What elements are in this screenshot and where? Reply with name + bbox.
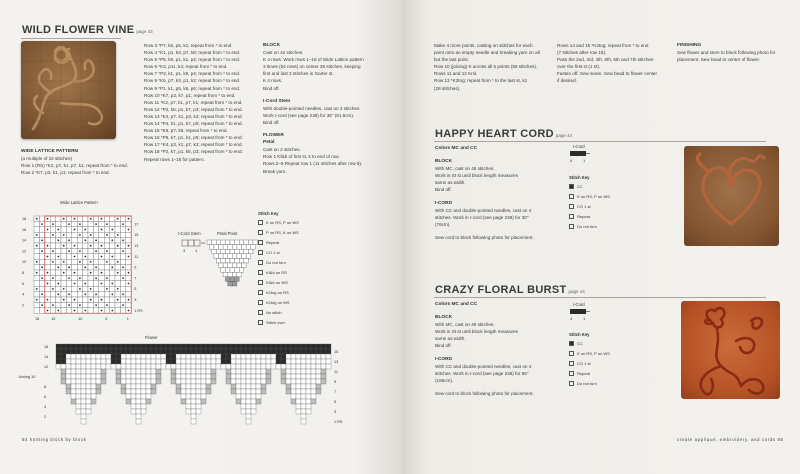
happy-key-title: Stitch Key [569,175,590,180]
flower-row-label: 5 [334,400,337,404]
chart-row-label: 18 [22,217,27,221]
instruction-line: point onto an empty needle and breaking yarn on all [434,50,540,56]
happy-key-item: CC [569,184,583,189]
svg-text:1: 1 [583,316,586,321]
lattice-key-item: Kf&b on WS [258,280,288,285]
flower-row-label: 15 [334,350,339,354]
key-swatch-icon [569,361,574,366]
key-swatch-icon [569,351,574,356]
lattice-key-item: K2tog on RS [258,290,289,295]
lattice-key-item: K2tog on WS [258,300,290,305]
icord-title: I-CORD [435,356,453,362]
block-title: BLOCK [435,159,453,165]
top-col-1 [434,42,540,92]
svg-text:1: 1 [583,158,586,163]
chart-row-label: 4 [22,292,25,297]
wide-lattice-line: (a multiple of 16 stitches) [21,156,73,162]
key-swatch-icon [569,184,574,189]
flower-row-label: 7 [334,390,337,394]
wide-lattice-chart [20,206,170,322]
crazy-text [435,301,534,397]
pattern-row-line: Row 13 *K4, p7, k1, p3, k3; repeat from * to end. [144,113,243,119]
chart-row-label: 17 [134,222,139,227]
flower-row-label: 11 [334,370,338,374]
floral-cord [681,301,780,399]
happy-key-item: Do not turn [569,224,597,229]
block-title: BLOCK [263,43,281,48]
heart-cord [684,146,779,246]
flower-row-label: 9 [334,380,337,384]
key-swatch-icon [569,381,574,386]
wide-lattice-line: Row 2 *K7, p3, k1, p1; repeat from * to end. [21,170,110,176]
flower-line: Row 1 Kf&b of first st, k to end of row. [263,154,340,160]
chart-row-label: 14 [22,238,27,243]
chart-row-label: 3 [134,298,137,302]
happy-heart-swatch [684,146,779,246]
chart-row-label: 11 [134,254,139,259]
crazy-icord-chart-label: I-Cord [573,302,585,307]
pattern-row-line: Row 4 *K1, p1, k3, p7, k8; repeat from * to end. [144,50,241,56]
key-swatch-icon [569,224,574,229]
chart-col-label: 1 [126,317,129,322]
colors-line: Colors MC and CC [435,302,478,307]
flower-row-label: Joining 10 [18,375,36,379]
chart-row-label: 10 [22,260,27,265]
svg-text:4: 4 [570,158,573,163]
chart-col-label: 18 [35,317,40,322]
happy-rule [434,141,766,142]
finishing-title: FINISHING [677,43,702,48]
pattern-row-line: Repeat rows 1–18 for pattern. [144,156,205,162]
instruction-line: (7 stitches after row 15). [557,50,607,56]
pattern-row-line: Row 3 *P7, k5, p5, k1; repeat from * to end. [144,43,233,48]
lattice-key-item: Stitch over [258,320,285,325]
lattice-key-item: Repeat [258,240,279,245]
instruction-line: Row 13 *K2tog; repeat from * to the last st, k1 [434,78,528,84]
flower-row-label: 8 [44,385,47,389]
chart-row-label: 1 RS [134,308,143,313]
key-swatch-icon [258,250,263,255]
block-line: Bind off. [435,187,452,193]
flower-row-label: 1 RS [334,420,343,424]
happy-text [435,145,534,241]
chart-row-label: 7 [134,276,137,281]
chart-col-label: 10 [78,317,83,322]
icord-stem-title: I-Cord Stem [263,98,291,104]
instruction-line: Row 10 (joining) K across all 5 points (55 stitches). [434,64,538,70]
instruction-line: over the first st (1 st). [557,64,601,70]
key-swatch-icon [258,230,263,235]
pattern-row-line: Row 17 *K4, p3, k1, p7, k3; repeat from * to end. [144,142,243,148]
happy-icord-chart [568,150,592,164]
crazy-key-title: Stitch Key [569,332,590,337]
key-swatch-icon [258,270,263,275]
rows-column [144,42,243,163]
key-swatch-icon [569,194,574,199]
chart-row-label: 12 [22,249,27,254]
icord-stem-chart-label: I-Cord Stem [178,231,201,236]
sew-line: Sew cord to block following photo for placement. [435,390,534,396]
flower-line: Rows 2–9 Repeat row 1 (11 stitches after row 9). [263,161,363,167]
crazy-key-item: Do not turn [569,381,597,386]
wide-lattice-title: WIDE LATTICE PATTERN [21,149,79,154]
pattern-row-line: Row 10 *K7, p3, k7, p1; repeat from * to end. [144,92,236,98]
icord-line: (165cm). [435,377,454,383]
key-swatch-icon [569,214,574,219]
crazy-key-item: CC [569,341,583,346]
left-page-footer: 84 knitting block by block [22,437,87,442]
block-line: Work in St st until block length measures [435,329,518,335]
block-line: same as width. [435,180,466,186]
chart-col-label: 15 [51,317,56,322]
flower-title: FLOWER [263,133,284,139]
crazy-key-item: Repeat [569,371,590,376]
chart-row-label: 8 [22,271,25,275]
right-page [402,0,800,474]
finishing-line: Sew flower and stem to block following photo for [677,50,776,56]
top-col-2 [557,42,657,85]
chart-row-label: 9 [134,265,137,270]
block-line: Cast on 42 stitches. [263,50,304,56]
flower-chart [16,340,366,430]
vine-embroidery [21,41,116,139]
instruction-line: (28 stitches). [434,85,461,91]
sew-line: Sew cord to block following photo for placement. [435,234,534,240]
block-line: first and last 3 stitches in Garter st. [263,71,334,77]
lattice-key-item: Do not turn [258,260,286,265]
block-line: 3 times (54 rows) on center 36 stitches, keeping [263,64,361,70]
icord-stem-line: With double-pointed needles, cast on 3 stitches. [263,105,361,111]
instruction-line: Rows 14 and 15 *K2tog; repeat from * to end [557,43,649,48]
chart-row-label: 13 [134,244,139,248]
key-swatch-icon [258,220,263,225]
crazy-rule [434,297,766,298]
key-swatch-icon [569,371,574,376]
happy-icord-chart-label: I-Cord [573,144,585,149]
flower-row-label: 6 [44,395,47,399]
instruction-line: Make 4 more points, casting on stitches for each [434,43,533,48]
lattice-key-item: No stitch [258,310,282,315]
flower-chart-title: Flower [145,335,158,340]
pattern-row-line: Row 8 *K5, p7, k3, p1, k2; repeat from * to end. [144,78,241,84]
petal-title: Petal [263,140,275,146]
instruction-line: if desired. [557,78,577,84]
lattice-key-item: K on RS, P on WS [258,220,299,225]
crazy-icord-chart [568,308,592,322]
wide-lattice-chart-title: Wide Lattice Pattern [60,200,98,205]
flower-line: Cast on 2 stitches. [263,147,301,153]
flower-row-label: 2 [44,415,47,419]
key-swatch-icon [258,300,263,305]
flower-row-label: 13 [334,360,339,364]
pattern-row-line: Row 9 *P1, k1, p5, k5, p6; repeat from * to end. [144,85,241,91]
petal-point-chart [205,238,257,298]
block-column [263,42,395,175]
chart-row-label: 16 [22,227,27,232]
key-swatch-icon [258,280,263,285]
lattice-key-item: CO 1 st [258,250,280,255]
pattern-row-line: Row 18 *P2, k7, p1, k5, p3; repeat from * to end. [144,149,243,155]
instruction-line: but the last point. [434,57,469,63]
chart-row-label: 2 [22,303,25,308]
block-line: Bind off. [435,343,452,349]
happy-key-item: CO 1 st [569,204,591,209]
colors-line: Colors MC and CC [435,146,478,151]
svg-text:4: 4 [570,316,573,321]
flower-row-label: 14 [44,355,49,359]
pattern-row-line: Row 5 *P5, k9, p1, k1, p2; repeat from * to end. [144,57,241,63]
crazy-key-item: CO 1 st [569,361,591,366]
icord-line: With CC and double-pointed needles, cast on 4 [435,363,532,369]
chart-row-label: 5 [134,287,137,292]
icord-line: With CC and double-pointed needles, cast on 4 [435,207,532,213]
wild-flower-vine-swatch [21,41,116,139]
flower-row-label: 12 [44,365,49,369]
stitch-key-title: Stitch Key [258,211,279,216]
flower-row-label: 16 [44,345,49,349]
svg-text:3: 3 [183,248,186,253]
flower-line: Break yarn. [263,168,287,174]
key-swatch-icon [569,204,574,209]
key-swatch-icon [258,260,263,265]
flower-row-label: 4 [44,405,47,409]
right-page-footer: create appliqué, embroidery, and cords 85 [677,437,784,442]
icord-stem-chart [180,238,204,258]
happy-key-item: K on RS, P on WS [569,194,610,199]
section-title-crazy-floral-burst: CRAZY FLORAL BURST page 44 [435,284,585,296]
pattern-row-line: Row 15 *K6, p7, k5; repeat from * to end. [144,128,228,134]
pattern-row-line: Row 6 *K3, p11, k4; repeat from * to end. [144,64,228,70]
icord-line: stitches. Work in I-cord (see page 238) for 30" [435,214,529,220]
petal-point-chart-label: Petal Point [217,231,238,236]
icord-line: (76cm). [435,221,451,227]
finishing-line: placement. Sew bead to center of flower. [677,57,760,63]
key-swatch-icon [569,341,574,346]
title-rule [21,38,121,39]
block-line: K 4 rows. [263,78,283,84]
instruction-line: Pass the 2nd, 3rd, 4th, 5th, 6th and 7th stitches [557,57,654,63]
chart-col-label: 5 [105,317,108,322]
pattern-row-line: Row 11 *K2, p7, k1, p7, k1; repeat from * to end. [144,99,243,105]
wide-lattice-block [21,148,128,176]
key-swatch-icon [258,320,263,325]
key-swatch-icon [258,310,263,315]
section-title-happy-heart-cord: HAPPY HEART CORD page 44 [435,128,573,140]
section-title-wild-flower-vine: WILD FLOWER VINE page 43 [22,24,153,36]
pattern-row-line: Row 12 *P2, k5, p1, k7, p3; repeat from * to end. [144,106,243,112]
block-line: K 4 rows. Work rows 1–18 of Wide Lattice pattern [263,57,364,63]
block-line: With MC, cast on 45 stitches. [435,166,495,172]
happy-key-item: Repeat [569,214,590,219]
instruction-line: Fasten off. Sew seam. Sew bead to flower center [557,71,658,77]
block-line: same as width. [435,336,466,342]
chart-row-label: 6 [22,281,25,286]
icord-line: stitches. Work in I-cord (see page 238) for 65" [435,370,529,376]
block-line: Bind off. [263,85,280,91]
svg-text:1: 1 [195,248,198,253]
block-title: BLOCK [435,315,453,321]
pattern-row-line: Row 14 *P4, k1, p1, k7, p5; repeat from * to end. [144,121,243,127]
crazy-key-item: K on RS, P on WS [569,351,610,356]
lattice-key-item: Kf&b on RS [258,270,287,275]
key-swatch-icon [258,240,263,245]
icord-stem-line: Work I-cord (see page 238) for 36" (91.5cm). [263,112,355,118]
wide-lattice-line: Row 1 (RS) *K2, p7, k1, p7, k1; repeat from * to end. [21,163,128,169]
crazy-floral-swatch [681,301,780,399]
instruction-line: Rows 11 and 12 Knit. [434,71,478,77]
pattern-row-line: Row 7 *P3, k1, p1, k9, p4; repeat from * to end. [144,71,241,77]
flower-row-label: 3 [334,410,337,414]
block-line: Work in St st until block length measures [435,173,518,179]
key-swatch-icon [258,290,263,295]
icord-title: I-CORD [435,200,453,206]
icord-stem-line: Bind off. [263,119,280,125]
finishing-block [677,42,775,63]
pattern-row-line: Row 16 *P6, k7, p1, k1, p5; repeat from * to end. [144,135,243,141]
lattice-key-item: P on RS, K on WS [258,230,299,235]
chart-row-label: 15 [134,233,139,238]
block-line: With MC, cast on 45 stitches. [435,322,495,328]
